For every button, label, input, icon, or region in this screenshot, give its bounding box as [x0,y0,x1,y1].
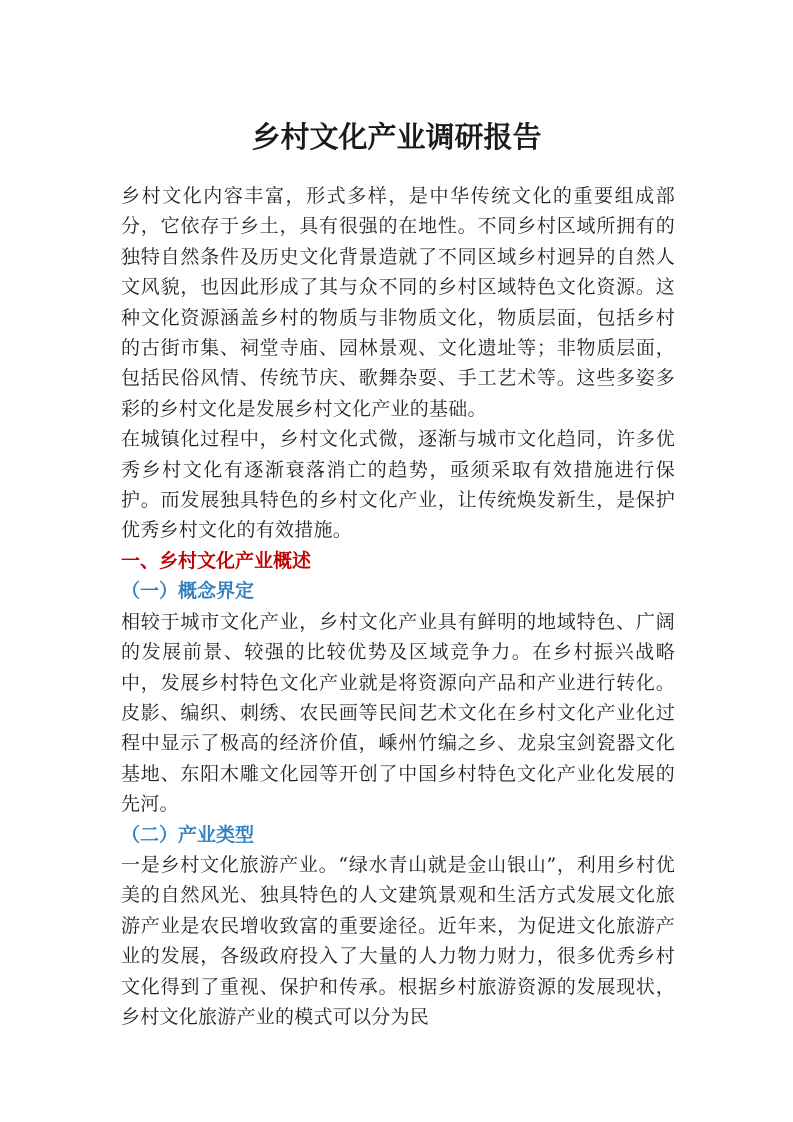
paragraph-intro: 乡村文化内容丰富，形式多样，是中华传统文化的重要组成部分，它依存于乡土，具有很强的在地性。不同乡村区域所拥有的独特自然条件及历史文化背景造就了不同区域乡村迥异的自然人文风貌，也因此形成了其与众不同的乡村区域特色文化资源。这种文化资源涵盖乡村的物质与非物质文化，物质层面，包括乡村的古街市集、祠堂寺庙、园林景观、文化遗址等；非物质层面，包括民俗风情、传统节庆、歌舞杂耍、手工艺术等。这些多姿多彩的乡村文化是发展乡村文化产业的基础。 [121,185,675,420]
document-title: 乡村文化产业调研报告 [251,120,542,154]
subsection-heading-definition: （一）概念界定 [121,580,255,603]
document-body [121,181,675,1032]
paragraph-definition: 相较于城市文化产业，乡村文化产业具有鲜明的地域特色、广阔的发展前景、较强的比较优势及区域竞争力。在乡村振兴战略中，发展乡村特色文化产业就是将资源向产品和产业进行转化。皮影、编织、刺绣、农民画等民间艺术文化在乡村文化产业化过程中显示了极高的经济价值，嵊州竹编之乡、龙泉宝剑瓷器文化基地、东阳木雕文化园等开创了中国乡村特色文化产业化发展的先河。 [121,610,675,816]
paragraph-types: 一是乡村文化旅游产业。“绿水青山就是金山银山”，利用乡村优美的自然风光、独具特色的人文建筑景观和生活方式发展文化旅游产业是农民增收致富的重要途径。近年来，为促进文化旅游产业的发展，各级政府投入了大量的人力物力财力，很多优秀乡村文化得到了重视、保护和传承。根据乡村旅游资源的发展现状，乡村文化旅游产业的模式可以分为民 [121,853,675,1028]
section-heading-overview: 一、乡村文化产业概述 [121,549,312,572]
paragraph-urbanization: 在城镇化过程中，乡村文化式微，逐渐与城市文化趋同，许多优秀乡村文化有逐渐衰落消亡的趋势，亟须采取有效措施进行保护。而发展独具特色的乡村文化产业，让传统焕发新生，是保护优秀乡村文化的有效措施。 [121,428,675,542]
subsection-heading-types: （二）产业类型 [121,823,255,846]
